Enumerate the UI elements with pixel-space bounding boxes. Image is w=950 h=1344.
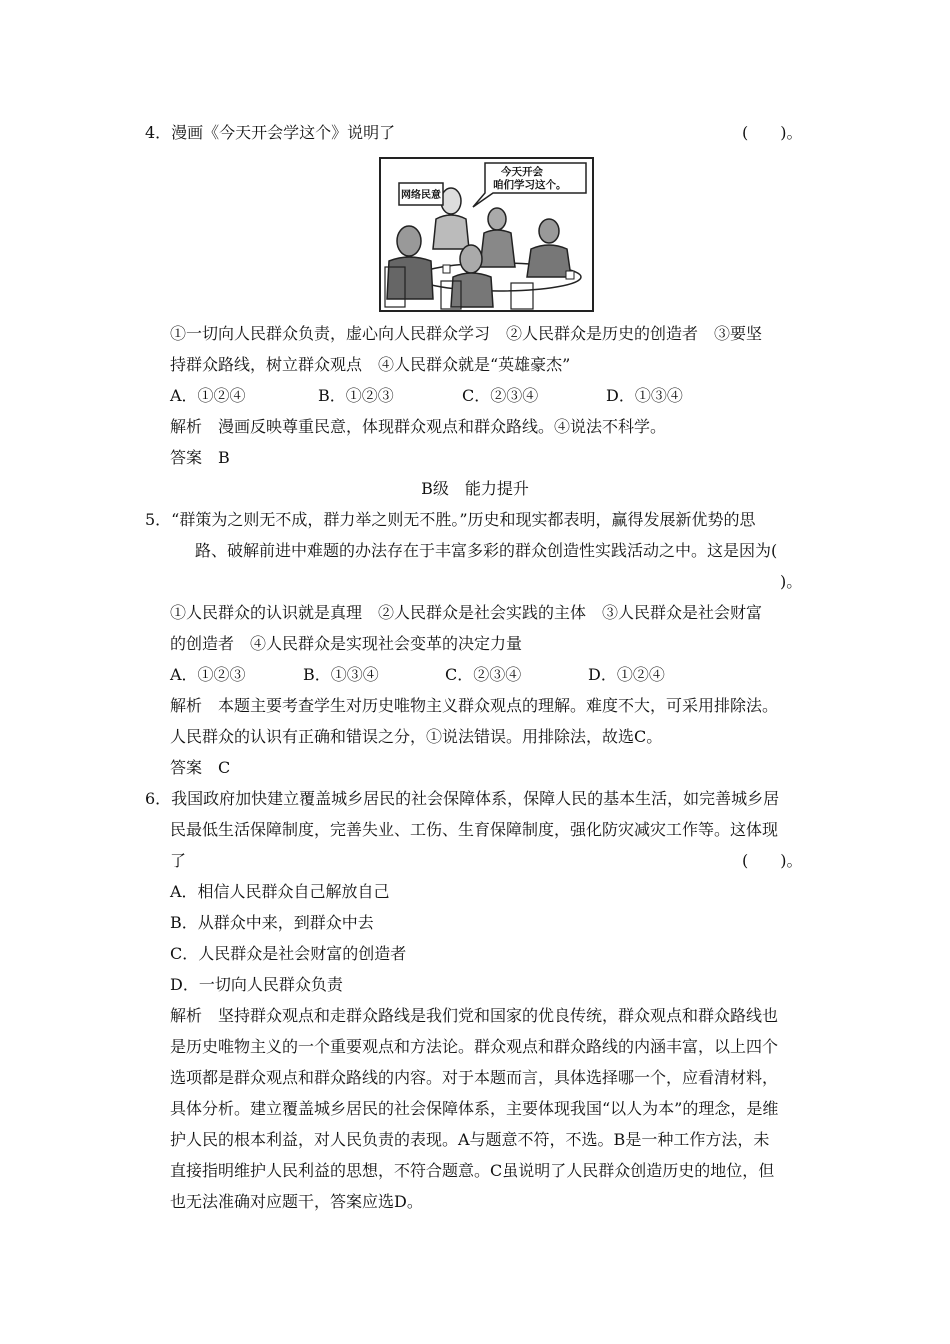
- q5-stem-line2: 路、破解前进中难题的办法存在于丰富多彩的群众创造性实践活动之中。这是因为(: [195, 541, 778, 560]
- q6-analysis-line6: 直接指明维护人民利益的思想，不符合题意。C虽说明了人民群众创造历史的地位，但: [170, 1161, 775, 1180]
- q4-answer-paren: ( )。: [742, 123, 803, 142]
- q6-analysis-line7: 也无法准确对应题干，答案应选D。: [170, 1192, 423, 1211]
- q5-choice-c: C．②③④: [445, 665, 522, 684]
- q5-options-line2: 的创造者 ④人民群众是实现社会变革的决定力量: [170, 634, 523, 653]
- q6-answer-paren: ( )。: [742, 851, 803, 870]
- q6-choice-d: D．一切向人民群众负责: [170, 975, 343, 994]
- q5-stem-line1: 5．“群策为之则无不成，群力举之则无不胜。”历史和现实都表明，赢得发展新优势的思: [145, 510, 756, 529]
- q4-choice-d: D．①③④: [606, 386, 683, 405]
- q4-choice-b: B．①②③: [318, 386, 394, 405]
- q6-stem-line1: 6．我国政府加快建立覆盖城乡居民的社会保障体系，保障人民的基本生活，如完善城乡居: [145, 789, 780, 808]
- q6-analysis-line2: 是历史唯物主义的一个重要观点和方法论。群众观点和群众路线的内涵丰富，以上四个: [170, 1037, 779, 1056]
- q4-analysis: 解析 漫画反映尊重民意，体现群众观点和群众路线。④说法不科学。: [170, 417, 667, 436]
- q5-choice-b: B．①③④: [303, 665, 379, 684]
- q6-stem-line2: 民最低生活保障制度，完善失业、工伤、生育保障制度，强化防灾减灾工作等。这体现: [170, 820, 779, 839]
- q5-choice-a: A．①②③: [170, 665, 246, 684]
- q5-choice-d: D．①②④: [588, 665, 665, 684]
- sign-text: 网络民意: [401, 190, 441, 201]
- q4-options-line2: 持群众路线，树立群众观点 ④人民群众就是“英雄豪杰”: [170, 355, 571, 374]
- q4-stem: 4．漫画《今天开会学这个》说明了: [145, 123, 396, 142]
- cartoon-image: [379, 157, 594, 312]
- q6-analysis-line5: 护人民的根本利益，对人民负责的表现。A与题意不符，不选。B是一种工作方法，未: [170, 1130, 770, 1149]
- q6-stem-line3: 了: [170, 851, 187, 870]
- q6-choice-b: B．从群众中来，到群众中去: [170, 913, 374, 932]
- q4-choice-c: C．②③④: [462, 386, 539, 405]
- q6-analysis-line4: 具体分析。建立覆盖城乡居民的社会保障体系，主要体现我国“以人为本”的理念，是维: [170, 1099, 779, 1118]
- q6-analysis-line3: 选项都是群众观点和群众路线的内容。对于本题而言，具体选择哪一个，应看清材料，: [170, 1068, 779, 1087]
- q4-options-line1: ①一切向人民群众负责，虚心向人民群众学习 ②人民群众是历史的创造者 ③要坚: [170, 324, 763, 343]
- q4-choice-a: A．①②④: [170, 386, 246, 405]
- q5-analysis-line2: 人民群众的认识有正确和错误之分，①说法错误。用排除法，故选C。: [170, 727, 663, 746]
- q4-answer: 答案 B: [170, 448, 230, 467]
- cartoon-drawing: [381, 159, 592, 310]
- bubble-line1: 今天开会: [501, 166, 543, 178]
- q5-stem-line3: )。: [780, 572, 803, 591]
- q6-choice-a: A．相信人民群众自己解放自己: [170, 882, 390, 901]
- q5-options-line1: ①人民群众的认识就是真理 ②人民群众是社会实践的主体 ③人民群众是社会财富: [170, 603, 763, 622]
- section-heading: B级 能力提升: [421, 479, 529, 498]
- q6-analysis-line1: 解析 坚持群众观点和走群众路线是我们党和国家的优良传统，群众观点和群众路线也: [170, 1006, 779, 1025]
- bubble-line2: 咱们学习这个。: [493, 179, 567, 191]
- q6-choice-c: C．人民群众是社会财富的创造者: [170, 944, 407, 963]
- q5-answer: 答案 C: [170, 758, 231, 777]
- q5-analysis-line1: 解析 本题主要考查学生对历史唯物主义群众观点的理解。难度不大，可采用排除法。: [170, 696, 779, 715]
